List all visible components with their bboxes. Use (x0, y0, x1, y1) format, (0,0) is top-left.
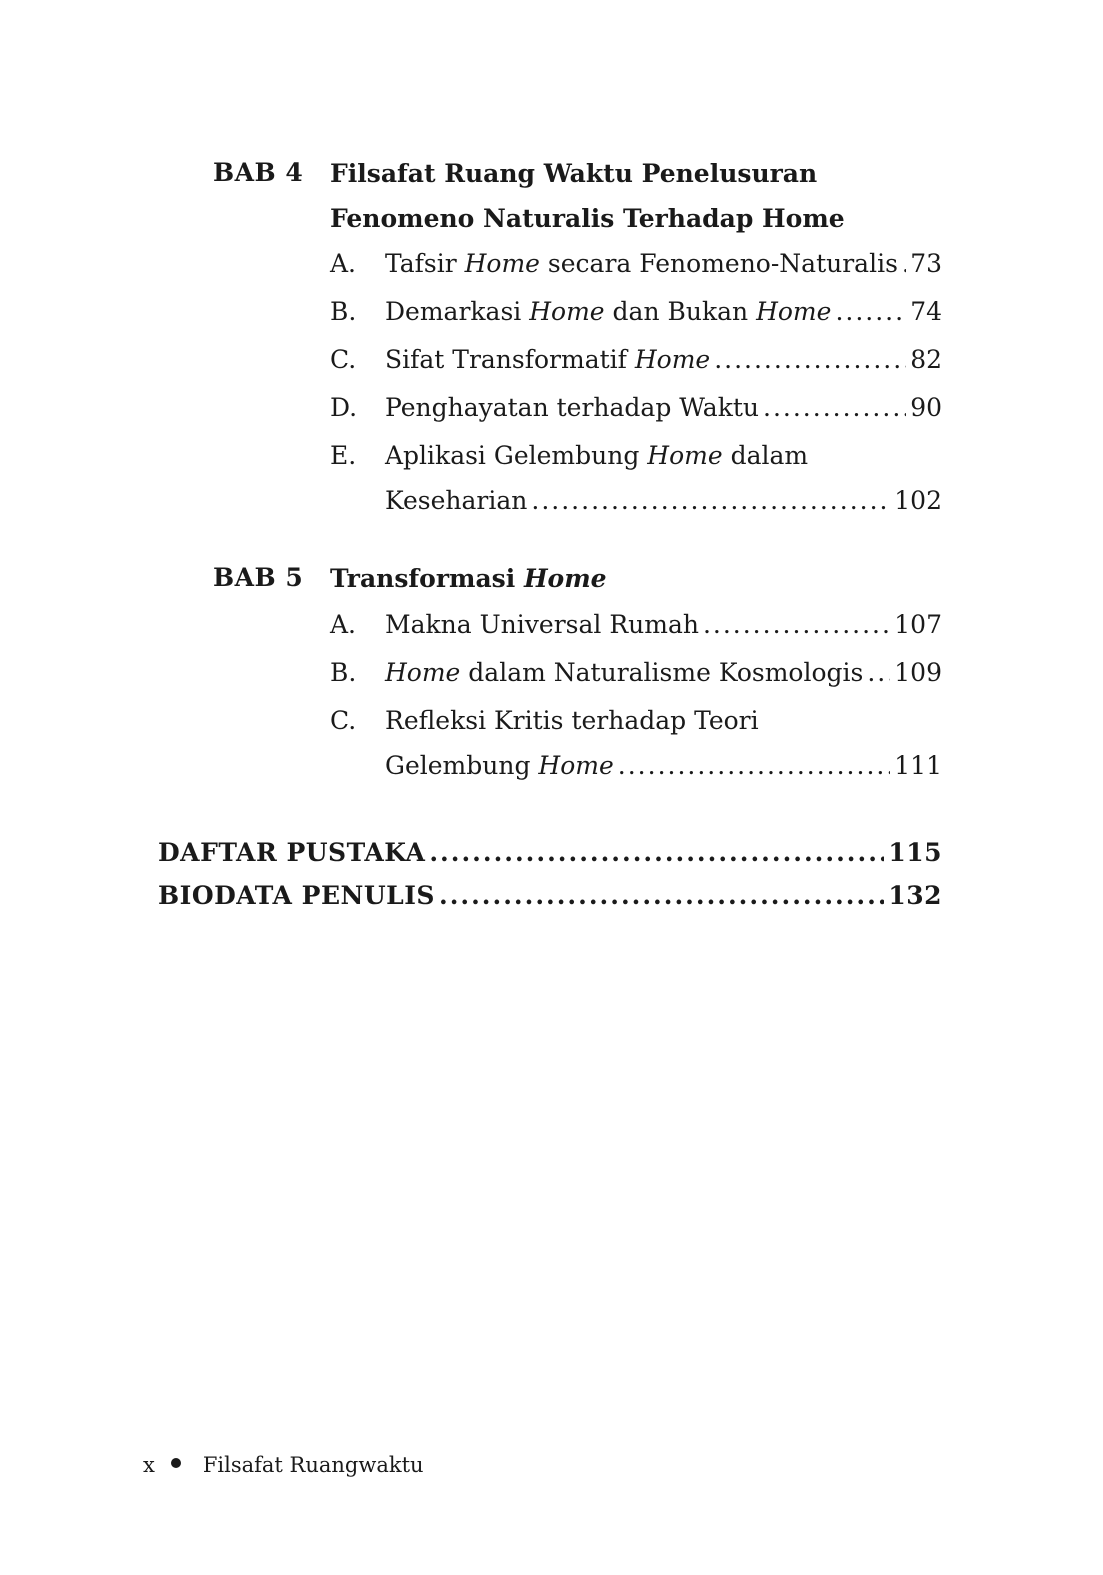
toc-entry[interactable] (330, 433, 942, 523)
entry-page-number: 82 (910, 345, 942, 374)
toc-entry[interactable] (330, 289, 942, 334)
page-number: x (143, 1453, 155, 1477)
entry-letter: A. (330, 249, 357, 278)
dot-leader (439, 873, 884, 918)
entry-text: Penghayatan terhadap Waktu (385, 393, 760, 422)
dot-leader (835, 289, 906, 334)
entry-letter: D. (330, 393, 358, 422)
entry-page-number: 111 (894, 751, 942, 780)
entry-text: dalam Naturalisme Kosmologis (460, 658, 864, 687)
entry-text: Demarkasi (385, 297, 530, 326)
dot-leader (714, 337, 906, 382)
toc-entry-daftar-pustaka[interactable] (158, 830, 942, 875)
entry-text: Aplikasi Gelembung (385, 441, 648, 470)
toc-entry[interactable] (330, 241, 942, 286)
toc-entry[interactable] (330, 698, 942, 788)
entry-text-italic: Home (529, 297, 605, 326)
entry-page-number: 109 (894, 658, 942, 687)
dot-leader (902, 241, 906, 286)
entry-letter: A. (330, 610, 357, 639)
entry-text: Tafsir (385, 249, 465, 278)
dot-leader (867, 650, 890, 695)
entry-page-number: 102 (894, 486, 942, 515)
toc-entry[interactable] (330, 650, 942, 695)
chapter-title-line: Fenomeno Naturalis Terhadap Home (330, 204, 845, 233)
page-footer (143, 1453, 424, 1477)
entry-text: Refleksi Kritis terhadap Teori (385, 706, 759, 735)
chapter-title-italic: Home (523, 564, 607, 593)
chapter-label: BAB 4 (213, 158, 304, 187)
chapter-title (330, 151, 942, 241)
entry-text: dalam (722, 441, 809, 470)
toc-entry-biodata-penulis[interactable] (158, 873, 942, 918)
entry-page-number: 73 (910, 249, 942, 278)
entry-letter: B. (330, 297, 357, 326)
dot-leader (429, 830, 884, 875)
dot-leader (531, 478, 890, 523)
toc-entry[interactable] (330, 602, 942, 647)
chapter-title-text: Transformasi (330, 564, 524, 593)
entry-text-italic: Home (634, 345, 711, 374)
entry-page-number: 90 (910, 393, 942, 422)
chapter-label: BAB 5 (213, 563, 304, 592)
toc-entry[interactable] (330, 337, 942, 382)
entry-page-number: 74 (910, 297, 942, 326)
entry-letter: C. (330, 345, 357, 374)
bullet-icon (171, 1458, 181, 1468)
entry-text-italic: Home (538, 751, 614, 780)
entry-text: Keseharian (385, 486, 528, 515)
toc-entry[interactable] (330, 385, 942, 430)
entry-text: Makna Universal Rumah (385, 610, 699, 639)
dot-leader (618, 743, 891, 788)
entry-text: BIODATA PENULIS (158, 881, 435, 910)
entry-text: Gelembung (385, 751, 539, 780)
dot-leader (763, 385, 906, 430)
entry-text: Sifat Transformatif (385, 345, 635, 374)
entry-letter: E. (330, 441, 357, 470)
entry-text-italic: Home (647, 441, 723, 470)
entry-page-number: 107 (894, 610, 942, 639)
entry-text-italic: Home (385, 658, 461, 687)
running-title: Filsafat Ruangwaktu (202, 1453, 424, 1477)
entry-text: DAFTAR PUSTAKA (158, 838, 426, 867)
entry-letter: C. (330, 706, 357, 735)
entry-page-number: 132 (888, 881, 942, 910)
entry-text: secara Fenomeno-Naturalis (539, 249, 898, 278)
entry-page-number: 115 (888, 838, 942, 867)
entry-text: dan Bukan (604, 297, 757, 326)
chapter-title (330, 556, 942, 601)
entry-text-italic: Home (464, 249, 540, 278)
chapter-title-line: Filsafat Ruang Waktu Penelusuran (330, 159, 818, 188)
entry-letter: B. (330, 658, 357, 687)
dot-leader (703, 602, 890, 647)
entry-text-italic: Home (756, 297, 832, 326)
